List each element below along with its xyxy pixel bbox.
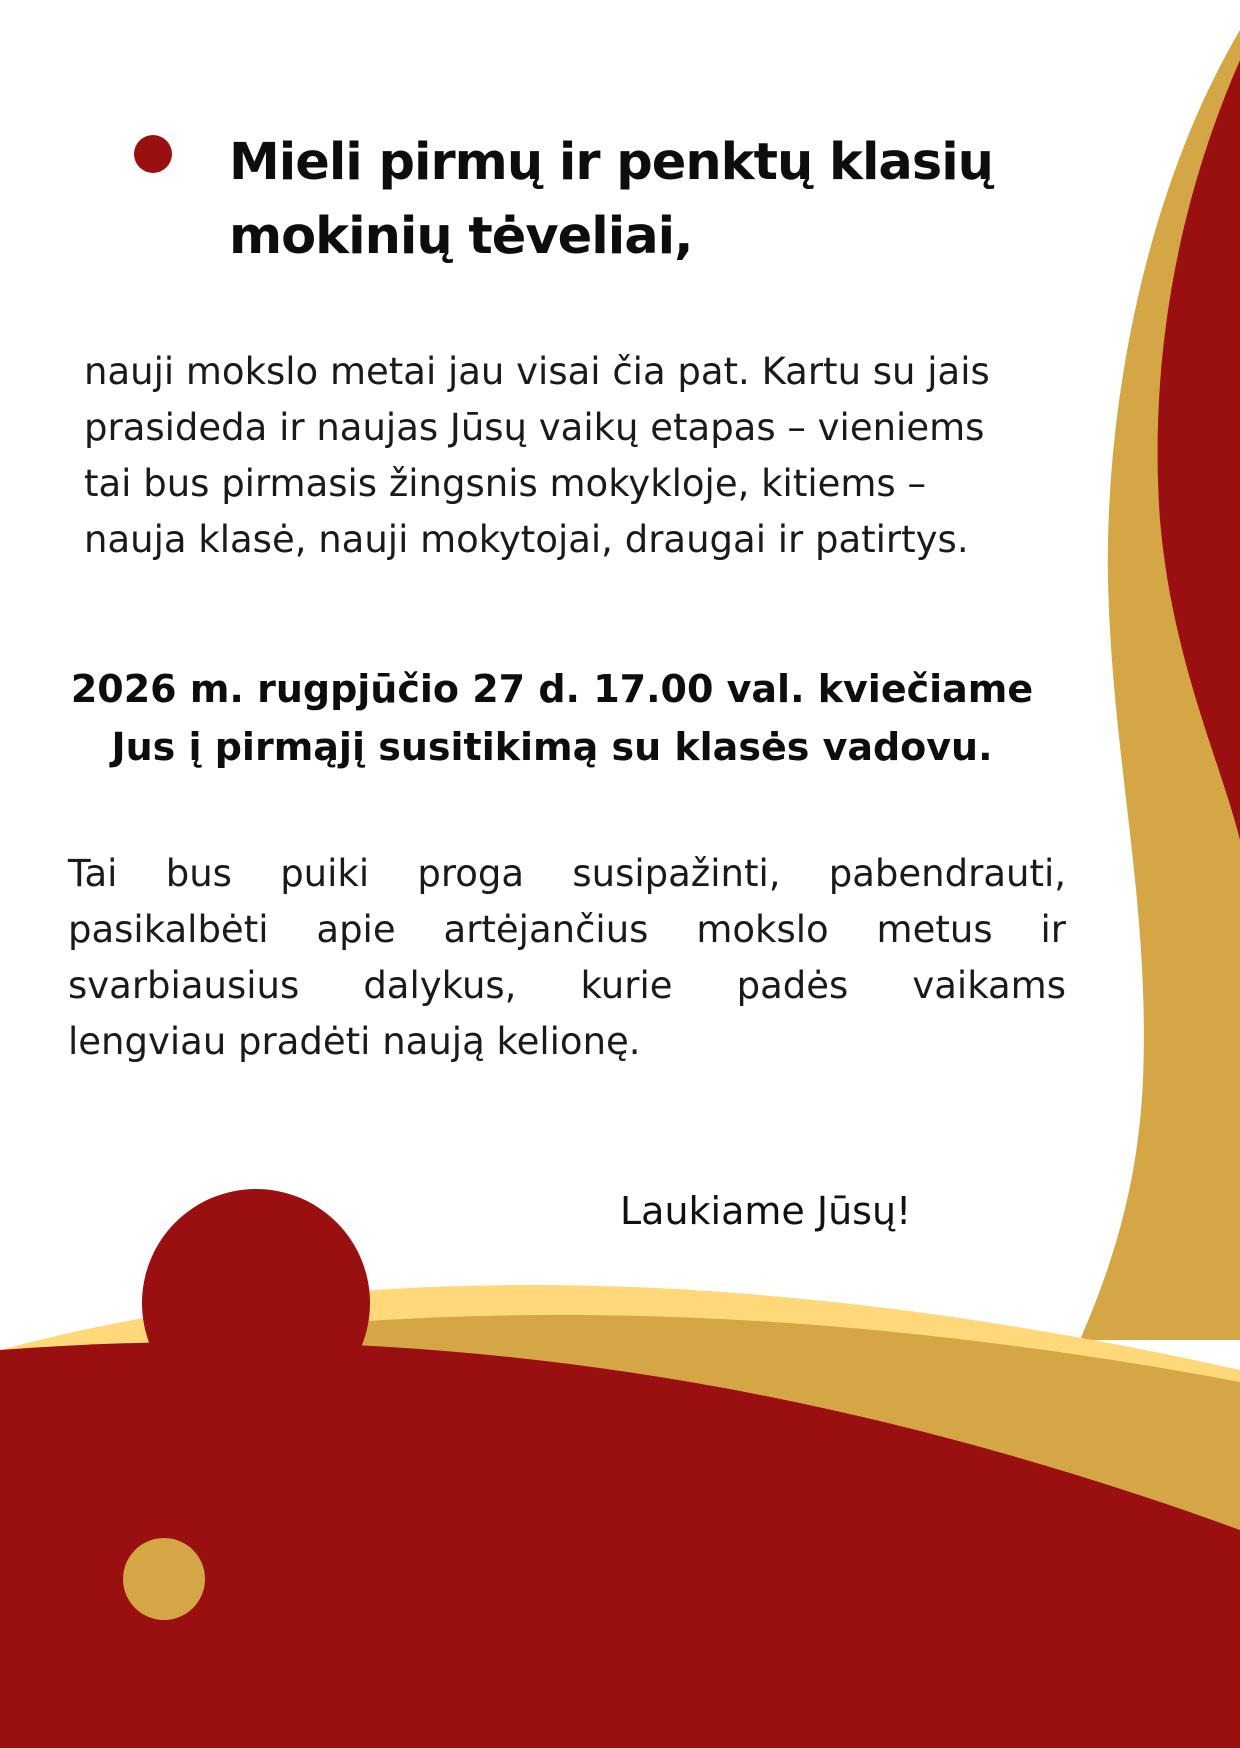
details-line-4: lengviau pradėti naują kelionę. [68, 1020, 641, 1063]
intro-line-4: nauja klasė, nauji mokytojai, draugai ir patirtys. [84, 518, 969, 561]
details-line-1: Tai bus puiki proga susipažinti, pabendrauti, [68, 852, 1066, 895]
closing-text: Laukiame Jūsų! [620, 1189, 912, 1233]
invitation-line-1: 2026 m. rugpjūčio 27 d. 17.00 val. kviečiame [70, 667, 1034, 711]
details-line-2: pasikalbėti apie artėjančius mokslo metus ir [68, 908, 1066, 951]
invitation-text [52, 660, 1052, 776]
heading-line-1: Mieli pirmų ir penktų klasių [229, 133, 993, 192]
details-paragraph [68, 846, 1066, 1070]
heading-line-2: mokinių tėveliai, [229, 207, 693, 266]
details-line-3: svarbiausius dalykus, kurie padės vaikams [68, 964, 1066, 1007]
intro-line-2: prasideda ir naujas Jūsų vaikų etapas – vieniems [84, 406, 985, 449]
gold-circle [123, 1538, 205, 1620]
intro-line-1: nauji mokslo metai jau visai čia pat. Kartu su jais [84, 350, 990, 393]
invitation-line-2: Jus į pirmąjį susitikimą su klasės vadovu. [111, 725, 993, 769]
intro-paragraph [84, 344, 1124, 568]
intro-line-3: tai bus pirmasis žingsnis mokykloje, kitiems – [84, 462, 926, 505]
bullet-dot [134, 135, 172, 173]
greeting-heading [229, 126, 1029, 274]
